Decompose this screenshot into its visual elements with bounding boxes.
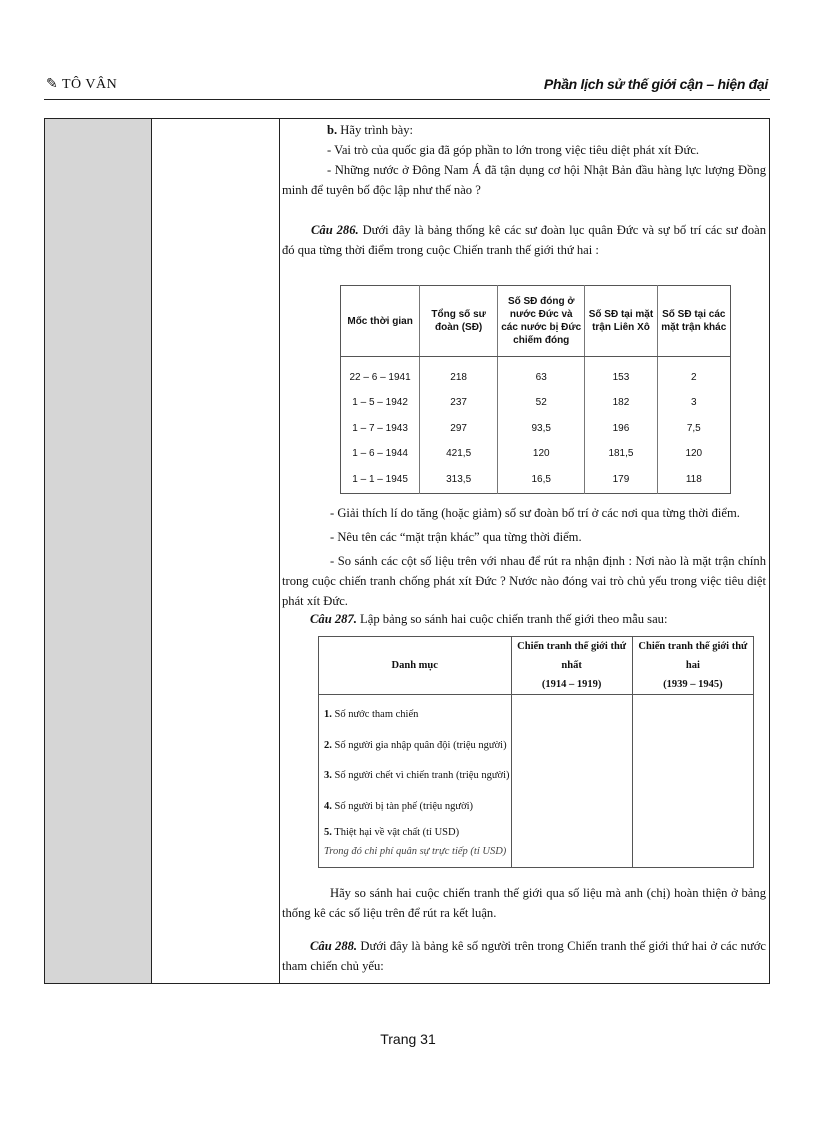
question-286-task-2: - Nêu tên các “mặt trận khác” qua từng thời điểm. (330, 530, 582, 544)
t1-cell: 22 – 6 – 1941 (349, 371, 411, 383)
t1-cell: 421,5 (420, 442, 498, 468)
question-286 (282, 220, 766, 260)
t2-header-ww2 (632, 637, 753, 695)
t1-cell: 120 (657, 442, 730, 468)
t1-cell: 237 (420, 391, 498, 417)
question-287-text: Lập bảng so sánh hai cuộc chiến tranh thế giới theo mẫu sau: (356, 612, 668, 626)
part-b-intro-text: Hãy trình bày: (337, 123, 414, 137)
t2-ww2-years: (1939 – 1945) (663, 679, 723, 690)
t1-cell: 7,5 (657, 416, 730, 442)
list-item (320, 792, 510, 823)
header-title: Phần lịch sử thế giới cận – hiện đại (543, 76, 768, 92)
t1-cell: 1 – 7 – 1943 (352, 422, 408, 434)
item-number: 4. (324, 800, 332, 812)
header-author: ✎ TÔ VÂN (46, 77, 118, 92)
question-286-label: Câu 286. (311, 223, 359, 237)
t1-cell: 218 (420, 357, 498, 391)
t1-cell: 196 (585, 416, 657, 442)
t2-ww1-blank (511, 695, 632, 868)
t1-cell: 179 (585, 467, 657, 493)
t1-cell: 313,5 (420, 467, 498, 493)
t1-cell: 1 – 5 – 1942 (352, 397, 408, 409)
t1-cell: 3 (657, 391, 730, 417)
part-b-intro (327, 120, 413, 140)
division-table (340, 285, 731, 494)
t1-cell: 153 (585, 357, 657, 391)
item-text: Số nước tham chiến (331, 709, 419, 720)
table-row (341, 442, 731, 468)
t2-header-category: Danh mục (319, 637, 512, 695)
header-rule (44, 99, 770, 100)
question-288-label: Câu 288. (310, 939, 358, 953)
question-286-task-3: - So sánh các cột số liệu trên với nhau để rút ra nhận định : Nơi nào là mặt trận chính trong cuộc chiến tranh chống phát xít Đức ? Nước nào đóng vai trò chủ yếu trong việc tiêu diệt phát xít Đức. (282, 554, 766, 608)
item-text: Số người chết vì chiến tranh (triệu người) (331, 770, 510, 781)
t1-cell: 16,5 (498, 467, 585, 493)
t1-header: Số SĐ tại các mặt trận khác (657, 286, 730, 357)
question-286-task-1: - Giải thích lí do tăng (hoặc giảm) số sư đoàn bố trí ở các nơi qua từng thời điểm. (330, 506, 740, 520)
t2-header-ww1 (511, 637, 632, 695)
t2-category-list (319, 695, 512, 868)
t1-cell: 120 (498, 442, 585, 468)
blank-column (152, 119, 280, 983)
list-item (320, 822, 510, 844)
list-item (320, 731, 510, 762)
item-text: Số người gia nhập quân đội (triệu người) (331, 739, 507, 751)
t1-cell: 297 (420, 416, 498, 442)
question-286-text: Dưới đây là bảng thống kê các sư đoàn lục quân Đức và sự bố trí các sư đoàn đó qua từng thời điểm trong cuộc Chiến tranh thế giới thứ hai : (282, 223, 767, 257)
t2-ww1-years: (1914 – 1919) (541, 679, 602, 690)
t1-header: Số SĐ đóng ở nước Đức và các nước bị Đức chiếm đóng (498, 286, 585, 357)
question-288-text: Dưới đây là bảng kê số người trên trong Chiến tranh thế giới thứ hai ở các nước tham chiến chủ yếu: (282, 939, 767, 973)
t1-cell: 182 (585, 391, 657, 417)
list-item (320, 700, 510, 731)
question-287-followup: Hãy so sánh hai cuộc chiến tranh thế giới qua số liệu mà anh (chị) hoàn thiện ở bảng thống kê các số liệu trên để rút ra kết luận. (282, 886, 766, 920)
item-text: Thiệt hại về vật chất (tỉ USD) (331, 827, 460, 838)
page-number: Trang 31 (380, 1031, 436, 1047)
t2-ww1-title: Chiến tranh thế giới thứ nhất (517, 641, 627, 671)
t1-cell: 63 (498, 357, 585, 391)
question-288 (282, 936, 766, 976)
t1-cell: 181,5 (585, 442, 657, 468)
part-b-item-1: - Vai trò của quốc gia đã góp phần to lớn trong việc tiêu diệt phát xít Đức. (327, 143, 700, 157)
t1-header: Số SĐ tại mặt trận Liên Xô (585, 286, 657, 357)
question-287-label: Câu 287. (310, 612, 357, 626)
table-row (341, 391, 731, 417)
t1-header: Mốc thời gian (341, 286, 420, 357)
shaded-column (45, 119, 152, 983)
war-comparison-table (318, 636, 754, 868)
table-row (341, 467, 731, 493)
item-number: 1. (324, 709, 332, 720)
part-b-label: b. (327, 123, 338, 137)
item-number: 2. (324, 739, 332, 751)
item-number: 5. (324, 827, 332, 838)
table-row (341, 416, 731, 442)
table-row (341, 357, 731, 391)
t1-cell: 1 – 6 – 1944 (352, 448, 408, 460)
t1-cell: 52 (498, 391, 585, 417)
t1-cell: 93,5 (498, 416, 585, 442)
content-column (282, 119, 768, 983)
item-text: Số người bị tàn phế (triệu người) (331, 800, 474, 812)
list-item-sub: Trong đó chi phí quân sự trực tiếp (tỉ USD) (324, 846, 507, 857)
t1-cell: 118 (657, 467, 730, 493)
list-item (320, 761, 510, 792)
item-number: 3. (324, 770, 332, 781)
t1-cell: 1 – 1 – 1945 (352, 473, 408, 485)
t1-cell: 2 (657, 357, 730, 391)
part-b-item-2: - Những nước ở Đông Nam Á đã tận dụng cơ hội Nhật Bản đầu hàng lực lượng Đồng minh để tuyên bố độc lập như thế nào ? (282, 163, 766, 197)
t2-ww2-title: Chiến tranh thế giới thứ hai (638, 641, 748, 671)
question-287 (310, 609, 667, 629)
t1-header: Tổng số sư đoàn (SĐ) (420, 286, 498, 357)
t2-ww2-blank (632, 695, 753, 868)
content-frame (44, 118, 770, 984)
